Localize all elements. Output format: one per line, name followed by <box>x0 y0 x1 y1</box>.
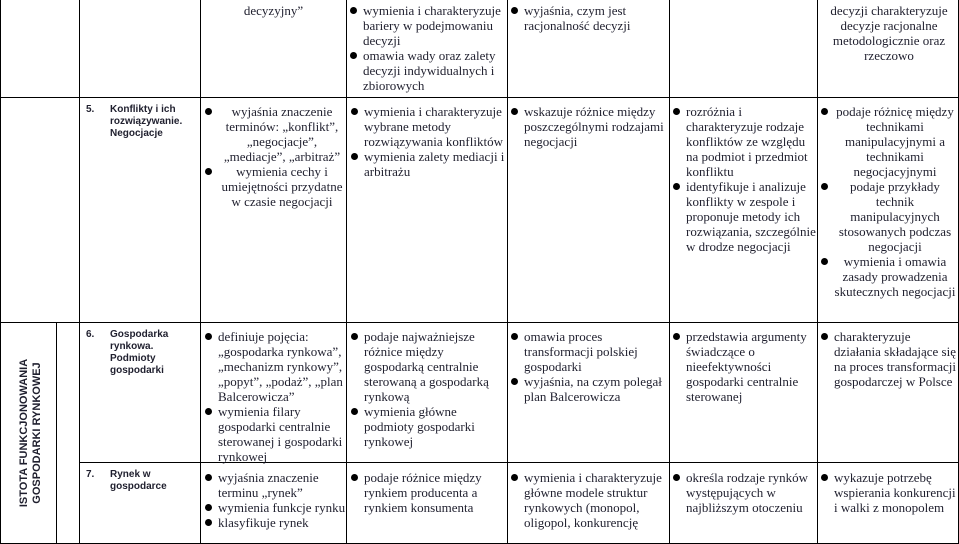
row5-col3-cell <box>350 104 506 179</box>
list-item: wskazuje różnice między poszczególnymi rodzajami negocjacji <box>510 104 666 149</box>
list-item: omawia proces transformacji polskiej gospodarki <box>510 329 666 374</box>
list-item: wymienia i charakteryzuje główne modele struktur rynkowych (monopol, oligopol, konkurencję <box>510 470 666 530</box>
list-item: podaje różnice między rynkiem producenta a rynkiem konsumenta <box>350 470 506 515</box>
list-item: charakteryzuje działania składające się na proces transformacji gospodarczej w Polsce <box>820 329 956 389</box>
row6-col3-cell <box>350 329 506 449</box>
list-item: podaje przykłady technik manipulacyjnych stosowanych podczas negocjacji <box>820 179 956 254</box>
row7-col3-cell <box>350 470 506 515</box>
row6-col4-cell <box>510 329 666 404</box>
row6-col2-cell <box>204 329 346 464</box>
list-item: wymienia funkcje rynku <box>204 500 346 515</box>
list-item: rozróżnia i charakteryzuje rodzaje konfliktów ze względu na podmiot i przedmiot konfliktu <box>672 104 816 179</box>
row7-col5-cell <box>672 470 816 515</box>
row7-col2-cell <box>204 470 346 530</box>
list-item: wykazuje potrzebę wspierania konkurencji i walki z monopolem <box>820 470 956 515</box>
hline-2 <box>0 322 959 323</box>
top-col4-cell <box>510 3 662 33</box>
hline-1 <box>0 97 959 98</box>
list-item: wymienia cechy i umiejętności przydatne w czasie negocjacji <box>204 164 346 209</box>
row5-topic-cell <box>86 104 198 140</box>
top-col2-cell <box>201 3 346 18</box>
list-item: identyfikuje i analizuje konflikty w zespole i proponuje metody ich rozwiązania, szczególnie w drodze negocjacji <box>672 179 816 254</box>
top-col6-text: decyzji charakteryzuje decyzje racjonalne metodologicznie oraz rzeczowo <box>830 3 948 63</box>
topic-title: Rynek w gospodarce <box>110 469 167 492</box>
list-item: omawia wady oraz zalety decyzji indywidualnych i zbiorowych <box>349 48 507 93</box>
list-item: podaje najważniejsze różnice między gospodarką centralnie sterowaną a gospodarką rynkową <box>350 329 506 404</box>
list-item: wyjaśnia, czym jest racjonalność decyzji <box>510 3 662 33</box>
list-item: przedstawia argumenty świadczące o nieefektywności gospodarki centralnie sterowanej <box>672 329 816 404</box>
section-label-cell <box>1 323 56 543</box>
topic-title: Konflikty i ich rozwiązywanie. Negocjacje <box>110 104 183 139</box>
row7-col4-cell <box>510 470 666 530</box>
vline-1 <box>56 322 57 544</box>
row6-col6-cell <box>820 329 956 389</box>
topic-number: 6. <box>86 329 95 340</box>
list-item: wymienia i omawia zasady prowadzenia skutecznych negocjacji <box>820 254 956 299</box>
row5-col5-cell <box>672 104 816 254</box>
row5-col2-cell <box>204 104 346 209</box>
list-item: wyjaśnia znaczenie terminu „rynek” <box>204 470 346 500</box>
list-item: wymienia filary gospodarki centralnie sterowanej i gospodarki rynkowej <box>204 404 346 464</box>
row5-col6-cell <box>820 104 956 299</box>
row6-col5-cell <box>672 329 816 404</box>
list-item: wymienia główne podmioty gospodarki rynkowej <box>350 404 506 449</box>
row5-col4-cell <box>510 104 666 149</box>
top-col2-text: decyzyjny” <box>243 3 304 18</box>
list-item: wyjaśnia znaczenie terminów: „konflikt”, „negocjacje”, „mediacje”, „arbitraż” <box>204 104 346 164</box>
topic-number: 5. <box>86 104 95 115</box>
row7-topic-cell <box>86 469 198 493</box>
row6-topic-cell <box>86 329 198 377</box>
list-item: określa rodzaje rynków występujących w najbliższym otoczeniu <box>672 470 816 515</box>
list-item: podaje różnicę między technikami manipulacyjnymi a technikami negocjacyjnymi <box>820 104 956 179</box>
list-item: klasyfikuje rynek <box>204 515 346 530</box>
list-item: wyjaśnia, na czym polegał plan Balcerowicza <box>510 374 666 404</box>
list-item: wymienia zalety mediacji i arbitrażu <box>350 149 506 179</box>
top-col3-cell <box>349 3 507 93</box>
top-col6-cell <box>822 3 956 63</box>
list-item: definiuje pojęcia: „gospodarka rynkowa”, „mechanizm rynkowy”, „popyt”, „podaż”, „plan Balcerowicza” <box>204 329 346 404</box>
section-label: ISTOTA FUNKCJONOWANIA GOSPODARKI RYNKOWEJ <box>18 358 43 508</box>
topic-title: Gospodarka rynkowa. Podmioty gospodarki <box>110 329 169 376</box>
row7-col6-cell <box>820 470 956 515</box>
list-item: wymienia i charakteryzuje wybrane metody rozwiązywania konfliktów <box>350 104 506 149</box>
list-item: wymienia i charakteryzuje bariery w podejmowaniu decyzji <box>349 3 507 48</box>
topic-number: 7. <box>86 469 95 480</box>
top-col3-list <box>349 3 507 93</box>
